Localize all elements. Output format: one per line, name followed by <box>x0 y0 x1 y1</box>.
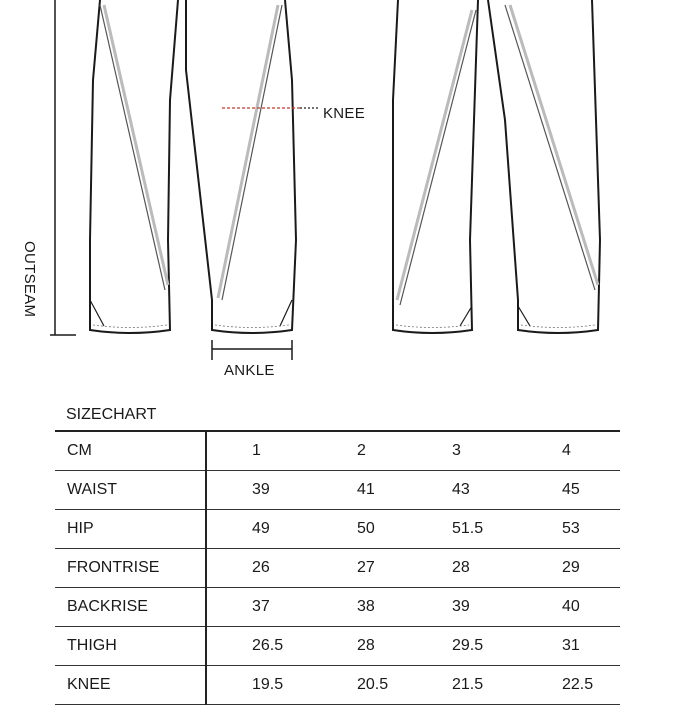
header-cell: 2 <box>357 431 452 471</box>
table-cell: 43 <box>452 471 562 510</box>
table-cell: 39 <box>452 588 562 627</box>
table-row <box>55 666 620 705</box>
table-cell: 28 <box>452 549 562 588</box>
front-right-hem-slit <box>280 300 292 326</box>
back-right-hem-stitch <box>521 325 595 328</box>
table-row <box>55 549 620 588</box>
table-row <box>55 510 620 549</box>
table-cell: 40 <box>562 588 620 627</box>
table-cell: 41 <box>357 471 452 510</box>
back-right-seam <box>505 5 595 290</box>
sizechart-title: SIZECHART <box>66 406 157 423</box>
front-right-seam-shade <box>218 5 278 298</box>
back-right-seam-shade <box>510 5 598 285</box>
ankle-label: ANKLE <box>224 362 275 379</box>
table-cell: 51.5 <box>452 510 562 549</box>
table-row <box>55 471 620 510</box>
row-label: HIP <box>55 510 206 549</box>
back-left-seam-shade <box>397 10 472 300</box>
table-cell: 45 <box>562 471 620 510</box>
back-view <box>393 0 600 333</box>
table-cell: 49 <box>206 510 357 549</box>
table-cell: 29.5 <box>452 627 562 666</box>
row-label: KNEE <box>55 666 206 705</box>
table-row <box>55 588 620 627</box>
table-cell: 20.5 <box>357 666 452 705</box>
row-label: THIGH <box>55 627 206 666</box>
ankle-dimension <box>212 340 292 360</box>
table-cell: 29 <box>562 549 620 588</box>
size-chart-table <box>55 430 620 705</box>
table-cell: 26 <box>206 549 357 588</box>
front-left-seam <box>100 5 165 290</box>
outseam-label: OUTSEAM <box>21 241 38 318</box>
front-left-hem-slit <box>90 300 104 326</box>
row-label: WAIST <box>55 471 206 510</box>
table-cell: 31 <box>562 627 620 666</box>
front-left-leg <box>90 0 178 333</box>
table-cell: 27 <box>357 549 452 588</box>
table-cell: 37 <box>206 588 357 627</box>
outseam-dimension <box>50 0 76 335</box>
header-cell: CM <box>55 431 206 471</box>
table-row <box>55 627 620 666</box>
front-right-seam <box>222 5 282 300</box>
back-left-hem-stitch <box>396 325 469 328</box>
back-right-hem-slit <box>518 306 530 326</box>
table-cell: 22.5 <box>562 666 620 705</box>
front-right-leg <box>186 0 296 333</box>
back-left-seam <box>400 10 476 305</box>
table-cell: 26.5 <box>206 627 357 666</box>
row-label: FRONTRISE <box>55 549 206 588</box>
header-cell: 1 <box>206 431 357 471</box>
table-cell: 28 <box>357 627 452 666</box>
table-cell: 38 <box>357 588 452 627</box>
table-cell: 53 <box>562 510 620 549</box>
back-right-leg <box>488 0 600 333</box>
knee-label: KNEE <box>323 105 366 122</box>
row-label: BACKRISE <box>55 588 206 627</box>
table-cell: 21.5 <box>452 666 562 705</box>
table-cell: 50 <box>357 510 452 549</box>
front-left-seam-shade <box>104 5 168 285</box>
table-cell: 39 <box>206 471 357 510</box>
front-right-hem-stitch <box>215 325 289 328</box>
header-cell: 3 <box>452 431 562 471</box>
table-header-row <box>55 431 620 471</box>
front-view <box>90 0 296 333</box>
table-cell: 19.5 <box>206 666 357 705</box>
header-cell: 4 <box>562 431 620 471</box>
back-left-hem-slit <box>460 306 472 326</box>
